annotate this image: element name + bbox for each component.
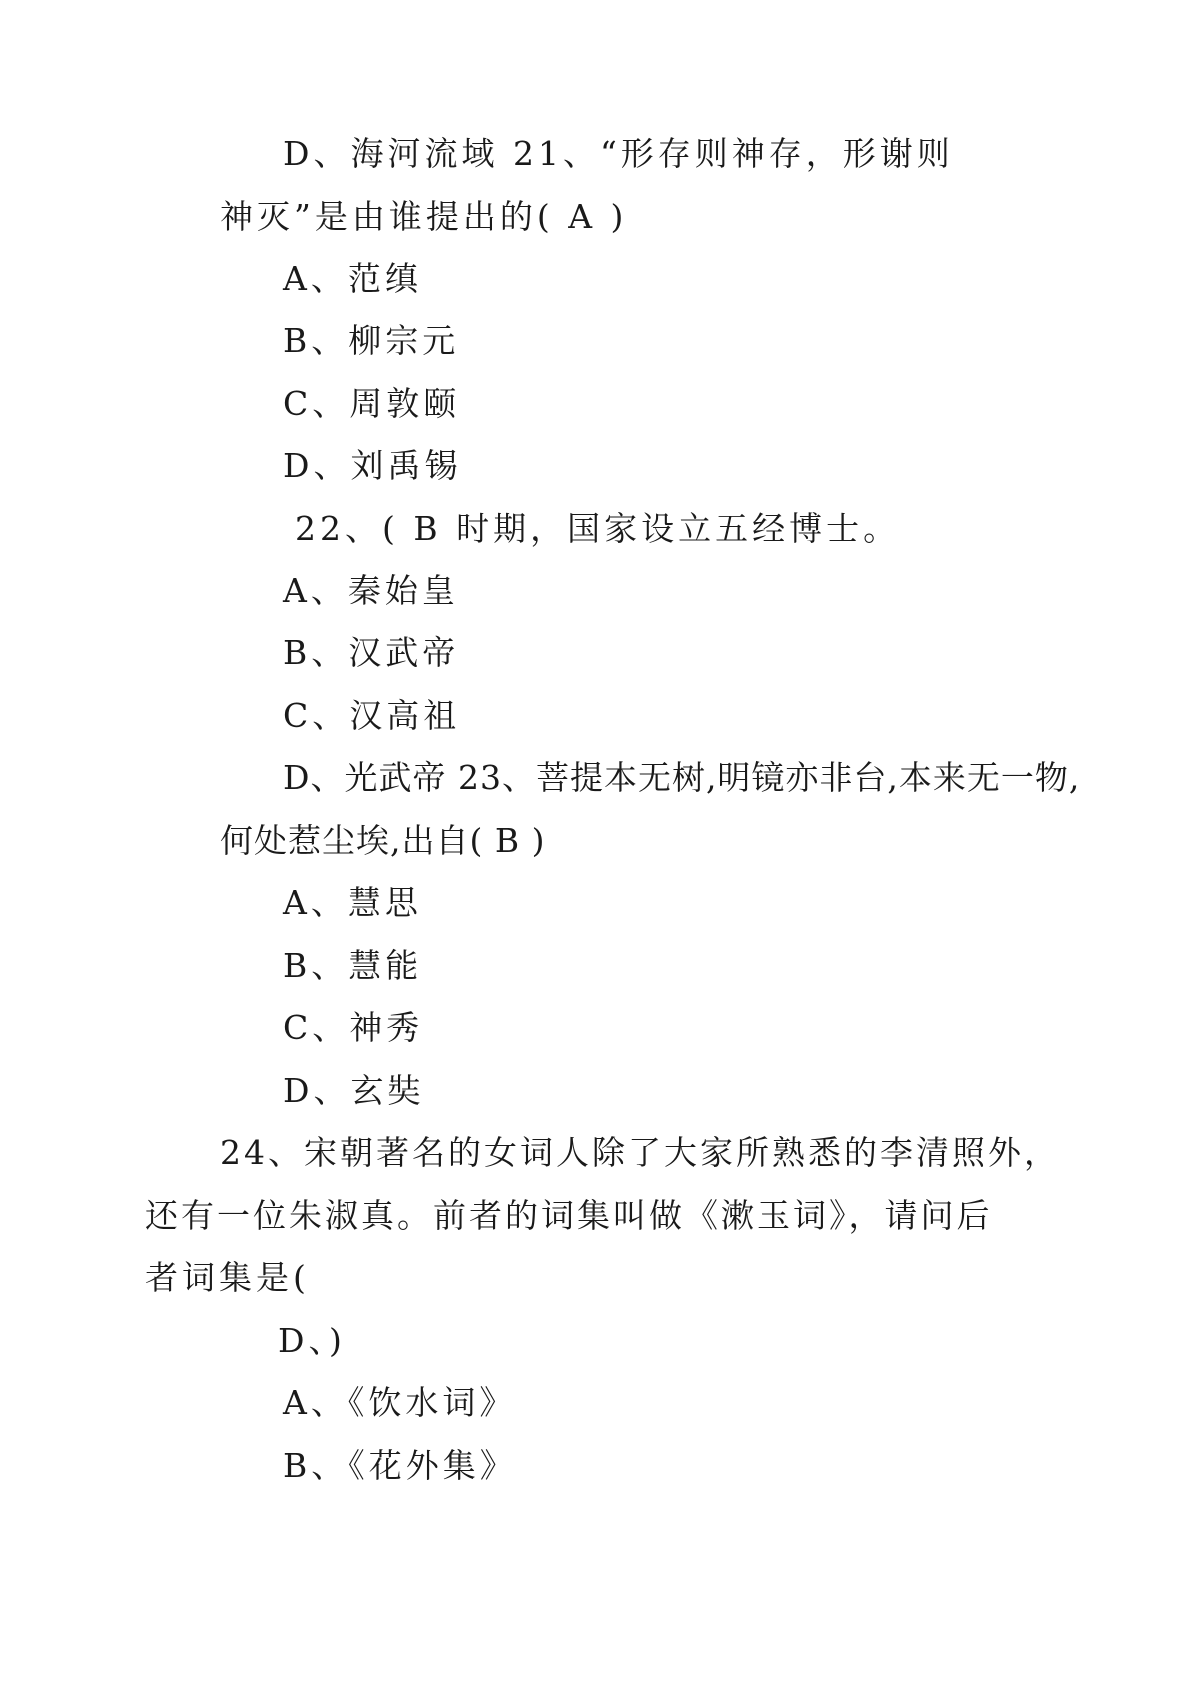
text-line: 何处惹尘埃,出自( B ) — [220, 821, 546, 860]
option-line: B、慧能 — [283, 946, 423, 985]
option-line: A、秦始皇 — [283, 571, 459, 610]
text-line: 者词集是( — [145, 1258, 310, 1297]
option-line: B、柳宗元 — [283, 321, 460, 360]
answer-line: D、) — [278, 1321, 346, 1360]
option-line: B、《花外集》 — [283, 1446, 517, 1485]
option-line: C、神秀 — [283, 1008, 424, 1047]
option-line: B、汉武帝 — [283, 633, 460, 672]
question-line: 24、宋朝著名的女词人除了大家所熟悉的李清照外， — [220, 1133, 1060, 1172]
option-line: A、范缜 — [283, 259, 422, 298]
option-line: A、《饮水词》 — [283, 1383, 517, 1422]
option-line: D、刘禹锡 — [283, 446, 462, 485]
text-line: 还有一位朱淑真。前者的词集叫做《漱玉词》，请问后 — [145, 1196, 993, 1235]
option-line: A、慧思 — [283, 883, 422, 922]
text-line: D、光武帝 23、菩提本无树,明镜亦非台,本来无一物, — [283, 758, 1081, 797]
question-line: 22、( B 时期，国家设立五经博士。 — [295, 509, 901, 548]
option-line: D、玄奘 — [283, 1071, 425, 1110]
option-line: C、汉高祖 — [283, 696, 461, 735]
text-line: 神灭”是由谁提出的( A ) — [220, 197, 628, 236]
option-line: C、周敦颐 — [283, 384, 461, 423]
text-line: D、海河流域 21、“形存则神存，形谢则 — [283, 134, 954, 173]
